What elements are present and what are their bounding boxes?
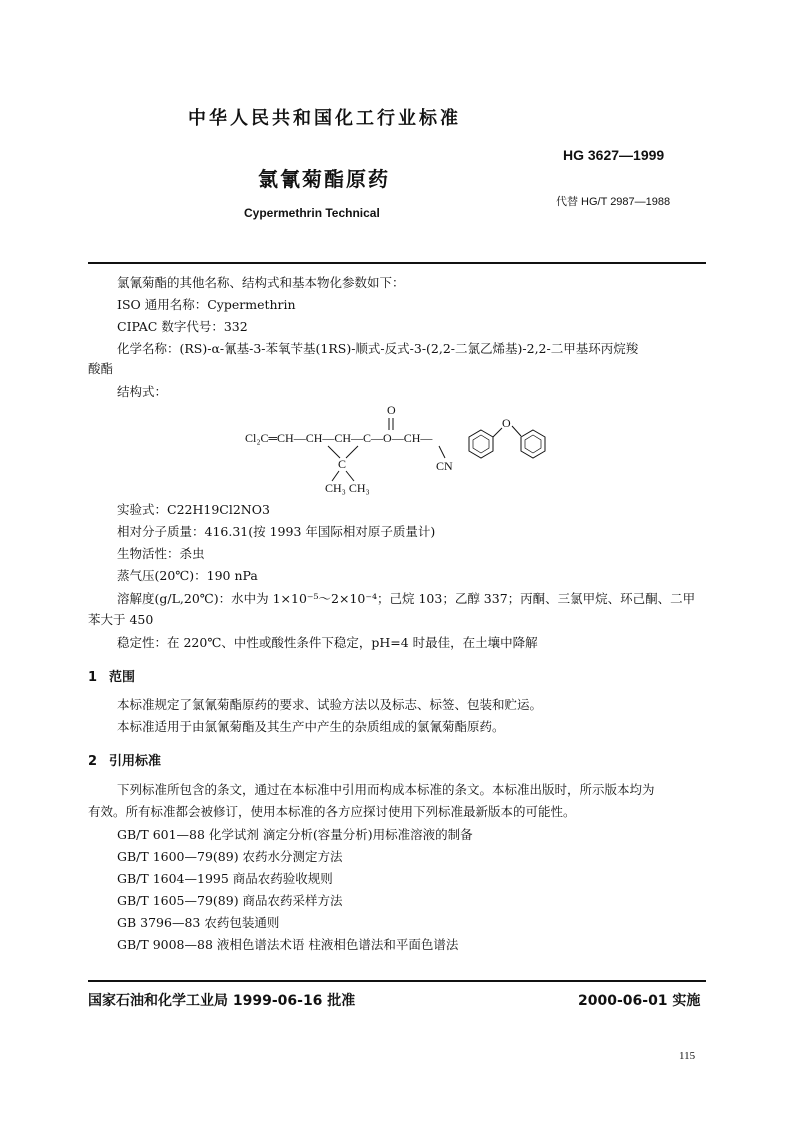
chem-name-line1: 化学名称：(RS)-α-氰基-3-苯氧苄基(1RS)-顺式-反式-3-(2,2-二氯乙烯基)-2,2-二甲基环丙烷羧	[117, 341, 639, 356]
section-2-para-line1: 下列标准所包含的条文，通过在本标准中引用而构成本标准的条文。本标准出版时，所示版本均为	[117, 782, 655, 797]
structural-formula	[240, 398, 560, 498]
ether-oxygen: O	[502, 416, 511, 430]
carbonyl-oxygen: O	[387, 403, 396, 417]
footer-rule	[88, 980, 706, 982]
header-rule	[88, 262, 706, 264]
page-number: 115	[679, 1050, 696, 1062]
standard-code: HG 3627—1999	[563, 147, 665, 163]
section-2-title: 引用标准	[109, 754, 162, 769]
vapor-pressure: 蒸气压(20℃)：190 nPa	[117, 568, 258, 583]
reference-item: GB/T 1605—79(89) 商品农药采样方法	[117, 893, 343, 908]
cyano-bond	[439, 446, 445, 458]
formula-main-chain: Cl₂C═CH—CH—CH—C—O—CH—	[245, 431, 433, 445]
product-name-cn: 氯氰菊酯原药	[258, 167, 390, 191]
section-2-heading	[88, 750, 161, 769]
reference-item: GB/T 1600—79(89) 农药水分测定方法	[117, 849, 343, 864]
benzene-ring-2	[521, 430, 545, 458]
ether-bond-2	[512, 426, 521, 436]
cyano-group: CN	[436, 459, 453, 473]
solubility-line1: 溶解度(g/L,20℃)：水中为 1×10⁻⁵～2×10⁻⁴；己烷 103；乙醇 337；丙酮、三氯甲烷、环己酮、二甲	[117, 591, 696, 606]
methyl-bond-right	[346, 471, 354, 481]
solubility-line2: 苯大于 450	[88, 612, 154, 627]
molecular-formula: 实验式：C22H19Cl2NO3	[117, 502, 270, 517]
iso-name: ISO 通用名称：Cypermethrin	[117, 297, 296, 312]
section-1-para1: 本标准规定了氯氰菊酯原药的要求、试验方法以及标志、标签、包装和贮运。	[117, 697, 543, 712]
approval-date: 国家石油和化学工业局 1999-06-16 批准	[88, 993, 356, 1009]
intro-lead: 氯氰菊酯的其他名称、结构式和基本物化参数如下：	[117, 275, 405, 290]
ether-bond-1	[493, 428, 502, 437]
section-1-number: 1	[88, 670, 98, 685]
molecular-mass: 相对分子质量：416.31(按 1993 年国际相对原子质量计)	[117, 524, 436, 539]
benzene-ring-1	[469, 430, 493, 458]
cipac-code: CIPAC 数字代号：332	[117, 319, 248, 334]
section-2-number: 2	[88, 754, 98, 769]
ring-bond-right	[346, 446, 358, 458]
reference-item: GB/T 9008—88 液相色谱法术语 柱液相色谱法和平面色谱法	[117, 937, 459, 952]
section-1-title: 范围	[109, 670, 136, 685]
reference-item: GB/T 601—88 化学试剂 滴定分析(容量分析)用标准溶液的制备	[117, 827, 473, 842]
methyl-groups: CH₃ CH₃	[325, 481, 370, 495]
bio-activity: 生物活性：杀虫	[117, 546, 205, 561]
section-1-para2: 本标准适用于由氯氰菊酯及其生产中产生的杂质组成的氯氰菊酯原药。	[117, 719, 505, 734]
chem-name-line2: 酸酯	[88, 361, 114, 376]
stability: 稳定性：在 220℃、中性或酸性条件下稳定，pH=4 时最佳，在土壤中降解	[117, 635, 538, 650]
reference-item: GB 3796—83 农药包装通则	[117, 915, 280, 930]
section-1-heading	[88, 666, 135, 685]
standard-category: 中华人民共和国化工行业标准	[188, 108, 461, 129]
reference-item: GB/T 1604—1995 商品农药验收规则	[117, 871, 333, 886]
benzene-ring-2-inner	[525, 435, 541, 453]
structure-label: 结构式：	[117, 384, 168, 399]
replaces-note: 代替 HG/T 2987—1988	[556, 196, 671, 208]
ring-carbon: C	[338, 457, 347, 471]
section-2-para-line2: 有效。所有标准都会被修订，使用本标准的各方应探讨使用下列标准最新版本的可能性。	[88, 804, 576, 819]
product-name-en: Cypermethrin Technical	[244, 206, 380, 220]
methyl-bond-left	[332, 471, 339, 481]
benzene-ring-1-inner	[473, 435, 489, 453]
effective-date: 2000-06-01 实施	[578, 993, 701, 1009]
